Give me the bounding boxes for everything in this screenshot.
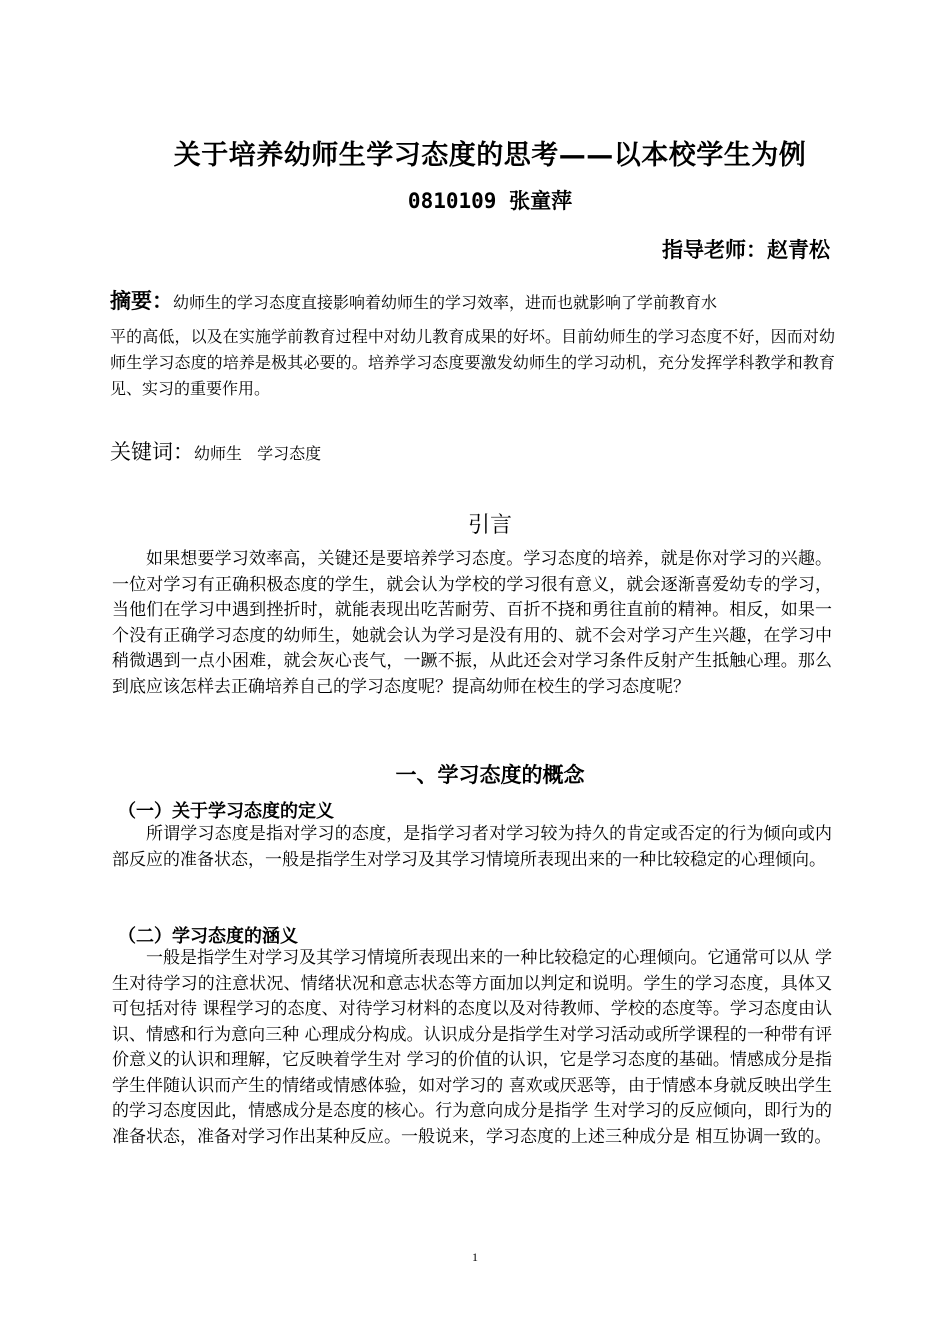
- section1-sub1-paragraph: 所谓学习态度是指对学习的态度，是指学习者对学习较为持久的肯定或否定的行为倾向或内部反应的准备状态，一般是指学生对学习及其学习情境所表现出来的一种比较稳定的心理倾向。: [112, 824, 832, 870]
- section1-sub2-paragraph: 一般是指学生对学习及其学习情境所表现出来的一种比较稳定的心理倾向。它通常可以从 学生对待学习的注意状况、情绪状况和意志状态等方面加以判定和说明。学生的学习态度，具体又可包括对待 课程学习的态度、对待学习材料的态度以及对待教师、学校的态度等。学习态度由认识、情感和行为意向三种 心理成分构成。认识成分是指学生对学习活动或所学课程的一种带有评价意义的认识和理解，它反映着学生对 学习的价值的认识，它是学习态度的基础。情感成分是指学生伴随认识而产生的情绪或情感体验，如对学习的 喜欢或厌恶等，由于情感本身就反映出学生的学习态度因此，情感成分是态度的核心。行为意向成分是指学 生对学习的反应倾向，即行为的准备状态，准备对学习作出某种反应。一般说来，学习态度的上述三种成分是 相互协调一致的。: [112, 948, 832, 1147]
- abstract-text: 平的高低，以及在实施学前教育过程中对幼儿教育成果的好坏。目前幼师生的学习态度不好，因而对幼师生学习态度的培养是极其必要的。培养学习态度要激发幼师生的学习动机，充分发挥学科教学和教育见、实习的重要作用。: [110, 327, 835, 398]
- section1-sub1-heading: （一）关于学习态度的定义: [118, 801, 334, 822]
- advisor-line: 指导老师：赵青松: [662, 238, 830, 262]
- section1-sub1-block: [112, 822, 832, 873]
- page-number: 1: [472, 1250, 478, 1264]
- keywords-label: 关键词：: [110, 440, 194, 464]
- keywords-line: [110, 436, 321, 466]
- section1-sub2-heading: （二）学习态度的涵义: [118, 926, 298, 947]
- section1-heading: 一、学习态度的概念: [395, 763, 585, 787]
- abstract-block: [110, 286, 835, 402]
- intro-paragraph: 如果想要学习效率高，关键还是要培养学习态度。学习态度的培养，就是你对学习的兴趣。一位对学习有正确积极态度的学生，就会认为学校的学习很有意义，就会逐渐喜爱幼专的学习，当他们在学习中遇到挫折时，就能表现出吃苦耐劳、百折不挠和勇往直前的精神。相反，如果一个没有正确学习态度的幼师生，她就会认为学习是没有用的、就不会对学习产生兴趣，在学习中稍微遇到一点小困难，就会灰心丧气，一蹶不振，从此还会对学习条件反射产生抵触心理。那么到底应该怎样去正确培养自己的学习态度呢？提高幼师在校生的学习态度呢？: [112, 549, 832, 697]
- abstract-line1: 幼师生的学习态度直接影响着幼师生的学习效率，进而也就影响了学前教育水: [173, 293, 718, 312]
- keywords-value: 幼师生 学习态度: [194, 444, 322, 463]
- intro-heading: 引言: [467, 513, 512, 538]
- abstract-label: 摘要：: [110, 289, 173, 313]
- document-title: 关于培养幼师生学习态度的思考——以本校学生为例: [173, 140, 807, 171]
- section1-sub2-block: [112, 946, 832, 1150]
- student-info: 0810109 张童萍: [407, 189, 573, 213]
- abstract-first-line: [110, 286, 835, 318]
- intro-paragraph-block: [112, 547, 832, 700]
